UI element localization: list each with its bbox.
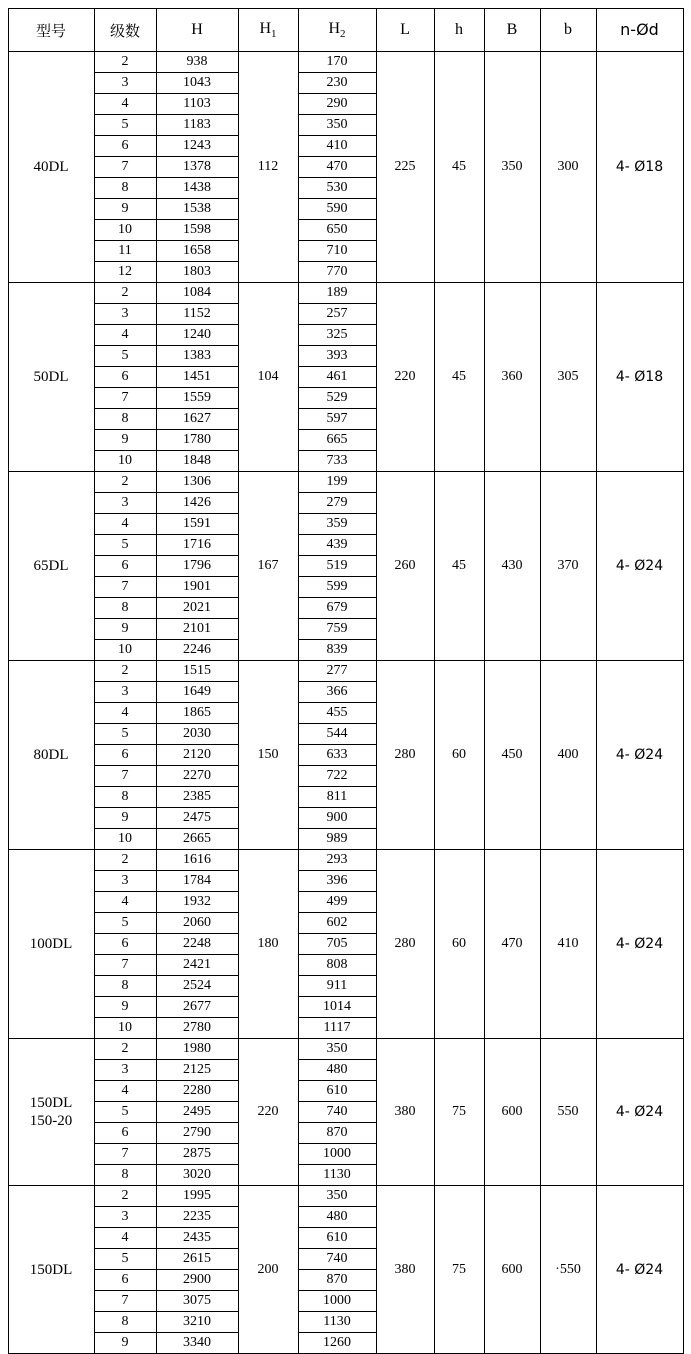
stage-count-cell: 9 <box>94 997 156 1018</box>
stage-count-cell: 5 <box>94 535 156 556</box>
stage-count-cell: 2 <box>94 1186 156 1207</box>
column-header-label: H <box>259 19 272 37</box>
dimension-h1-cell: 220 <box>238 1039 298 1186</box>
stage-count-cell: 11 <box>94 241 156 262</box>
dimension-h2-cell: 900 <box>298 808 376 829</box>
dimension-h-small-cell: 45 <box>434 472 484 661</box>
dimension-h2-cell: 811 <box>298 787 376 808</box>
bolt-spec-cell: 4- Ø24 <box>596 850 683 1039</box>
dimension-h2-cell: 610 <box>298 1228 376 1249</box>
dimension-h-small-cell: 45 <box>434 52 484 283</box>
dimension-h1-cell: 104 <box>238 283 298 472</box>
dimension-h2-cell: 290 <box>298 94 376 115</box>
dimension-h-cell: 1616 <box>156 850 238 871</box>
dimension-b-cell: 430 <box>484 472 540 661</box>
dimension-h-cell: 2021 <box>156 598 238 619</box>
dimension-h-cell: 2665 <box>156 829 238 850</box>
dimension-b-small-cell: 550 <box>540 1039 596 1186</box>
stage-count-cell: 10 <box>94 829 156 850</box>
dimension-h-cell: 1426 <box>156 493 238 514</box>
dimension-b-cell: 350 <box>484 52 540 283</box>
dimension-h2-cell: 710 <box>298 241 376 262</box>
dimension-h2-cell: 189 <box>298 283 376 304</box>
dimension-h2-cell: 705 <box>298 934 376 955</box>
dimension-h-small-cell: 45 <box>434 283 484 472</box>
dimension-h2-cell: 529 <box>298 388 376 409</box>
dimension-b-small-cell: 305 <box>540 283 596 472</box>
dimension-h-cell: 1649 <box>156 682 238 703</box>
table-row <box>8 850 683 871</box>
model-label: 65DL <box>33 558 69 574</box>
dimension-h1-cell: 180 <box>238 850 298 1039</box>
dimension-h2-cell: 602 <box>298 913 376 934</box>
dimension-h2-cell: 230 <box>298 73 376 94</box>
dimension-b-cell: 450 <box>484 661 540 850</box>
stage-count-cell: 5 <box>94 115 156 136</box>
dimension-h2-cell: 257 <box>298 304 376 325</box>
dimension-l-cell: 260 <box>376 472 434 661</box>
column-header-label: L <box>400 21 410 38</box>
dimension-h-cell: 1538 <box>156 199 238 220</box>
dimension-b-small-cell: 300 <box>540 52 596 283</box>
dimension-h2-cell: 665 <box>298 430 376 451</box>
model-label-secondary: 150-20 <box>29 1113 73 1129</box>
dimension-h2-cell: 480 <box>298 1207 376 1228</box>
dimension-h2-cell: 1000 <box>298 1291 376 1312</box>
dimension-h-cell: 3075 <box>156 1291 238 1312</box>
stage-count-cell: 5 <box>94 913 156 934</box>
stage-count-cell: 6 <box>94 1123 156 1144</box>
column-header-2 <box>94 9 156 52</box>
stage-count-cell: 2 <box>94 850 156 871</box>
model-cell <box>8 1039 94 1186</box>
dimension-h-cell: 3020 <box>156 1165 238 1186</box>
dimension-h1-cell: 167 <box>238 472 298 661</box>
table-row <box>8 472 683 493</box>
dimension-h-cell: 1591 <box>156 514 238 535</box>
dimension-h2-cell: 350 <box>298 1039 376 1060</box>
table-row <box>8 661 683 682</box>
stage-count-cell: 4 <box>94 1081 156 1102</box>
stage-count-cell: 4 <box>94 892 156 913</box>
dimension-h-cell: 1559 <box>156 388 238 409</box>
dimension-h-cell: 2060 <box>156 913 238 934</box>
dimension-l-cell: 380 <box>376 1186 434 1354</box>
dimension-h2-cell: 519 <box>298 556 376 577</box>
model-cell <box>8 472 94 661</box>
stage-count-cell: 9 <box>94 430 156 451</box>
model-label: 100DL <box>29 936 73 952</box>
dimension-h2-cell: 359 <box>298 514 376 535</box>
stage-count-cell: 8 <box>94 409 156 430</box>
dimension-h-cell: 2677 <box>156 997 238 1018</box>
stage-count-cell: 2 <box>94 472 156 493</box>
dimension-h2-cell: 599 <box>298 577 376 598</box>
stage-count-cell: 2 <box>94 661 156 682</box>
dimension-l-cell: 280 <box>376 850 434 1039</box>
stage-count-cell: 5 <box>94 1102 156 1123</box>
dimension-h2-cell: 455 <box>298 703 376 724</box>
stage-count-cell: 3 <box>94 871 156 892</box>
column-header-label: B <box>506 21 518 38</box>
stage-count-cell: 9 <box>94 199 156 220</box>
dimension-h-cell: 1240 <box>156 325 238 346</box>
dimension-h-cell: 2246 <box>156 640 238 661</box>
stage-count-cell: 9 <box>94 1333 156 1354</box>
dimension-h-cell: 1627 <box>156 409 238 430</box>
dimension-h-cell: 2248 <box>156 934 238 955</box>
stage-count-cell: 3 <box>94 1207 156 1228</box>
pump-specification-table <box>8 8 684 1354</box>
dimension-b-cell: 600 <box>484 1186 540 1354</box>
table-body <box>8 52 683 1354</box>
dimension-h2-cell: 839 <box>298 640 376 661</box>
dimension-h2-cell: 989 <box>298 829 376 850</box>
dimension-h2-cell: 1000 <box>298 1144 376 1165</box>
dimension-h2-cell: 633 <box>298 745 376 766</box>
stage-count-cell: 3 <box>94 304 156 325</box>
dimension-h2-cell: 870 <box>298 1123 376 1144</box>
column-header-8 <box>484 9 540 52</box>
dimension-h2-cell: 733 <box>298 451 376 472</box>
column-header-7 <box>434 9 484 52</box>
dimension-h-cell: 3340 <box>156 1333 238 1354</box>
dimension-h2-cell: 325 <box>298 325 376 346</box>
dimension-h2-cell: 170 <box>298 52 376 73</box>
dimension-h2-cell: 1117 <box>298 1018 376 1039</box>
dimension-l-cell: 225 <box>376 52 434 283</box>
dimension-h-small-cell: 75 <box>434 1186 484 1354</box>
table-row <box>8 283 683 304</box>
dimension-h2-cell: 470 <box>298 157 376 178</box>
dimension-h-cell: 2280 <box>156 1081 238 1102</box>
model-cell <box>8 1186 94 1354</box>
table-row <box>8 1186 683 1207</box>
column-header-3 <box>156 9 238 52</box>
stage-count-cell: 5 <box>94 724 156 745</box>
model-cell <box>8 283 94 472</box>
stage-count-cell: 6 <box>94 136 156 157</box>
dimension-h2-cell: 199 <box>298 472 376 493</box>
dimension-h1-cell: 112 <box>238 52 298 283</box>
column-header-5 <box>298 9 376 52</box>
dimension-h-cell: 1438 <box>156 178 238 199</box>
dimension-b-cell: 360 <box>484 283 540 472</box>
stage-count-cell: 6 <box>94 745 156 766</box>
table-header <box>8 9 683 52</box>
stage-count-cell: 6 <box>94 367 156 388</box>
dimension-h1-cell: 200 <box>238 1186 298 1354</box>
table-header-row <box>8 9 683 52</box>
dimension-h2-cell: 279 <box>298 493 376 514</box>
model-label: 50DL <box>33 369 69 385</box>
dimension-h2-cell: 1014 <box>298 997 376 1018</box>
stage-count-cell: 8 <box>94 976 156 997</box>
dimension-h-cell: 2900 <box>156 1270 238 1291</box>
dimension-h2-cell: 293 <box>298 850 376 871</box>
stage-count-cell: 9 <box>94 808 156 829</box>
dimension-h2-cell: 277 <box>298 661 376 682</box>
dimension-h2-cell: 350 <box>298 1186 376 1207</box>
dimension-h-cell: 1598 <box>156 220 238 241</box>
column-header-label: 型号 <box>35 21 66 40</box>
dimension-h-cell: 1803 <box>156 262 238 283</box>
stage-count-cell: 10 <box>94 640 156 661</box>
dimension-h2-cell: 366 <box>298 682 376 703</box>
dimension-h2-cell: 410 <box>298 136 376 157</box>
dimension-h-small-cell: 60 <box>434 850 484 1039</box>
dimension-b-small-cell: 410 <box>540 850 596 1039</box>
dimension-h2-cell: 1130 <box>298 1312 376 1333</box>
stage-count-cell: 12 <box>94 262 156 283</box>
dimension-h2-cell: 597 <box>298 409 376 430</box>
dimension-h-cell: 1043 <box>156 73 238 94</box>
dimension-h-cell: 1865 <box>156 703 238 724</box>
dimension-h2-cell: 350 <box>298 115 376 136</box>
dimension-h-cell: 1451 <box>156 367 238 388</box>
dimension-h2-cell: 1260 <box>298 1333 376 1354</box>
dimension-b-small-cell: 370 <box>540 472 596 661</box>
dimension-h2-cell: 461 <box>298 367 376 388</box>
dimension-h2-cell: 393 <box>298 346 376 367</box>
bolt-spec-cell: 4- Ø24 <box>596 472 683 661</box>
bolt-spec-cell: 4- Ø18 <box>596 283 683 472</box>
bolt-spec-cell: 4- Ø24 <box>596 1186 683 1354</box>
column-header-label: h <box>455 21 463 38</box>
dimension-h-cell: 1084 <box>156 283 238 304</box>
stage-count-cell: 7 <box>94 955 156 976</box>
dimension-h-cell: 1901 <box>156 577 238 598</box>
dimension-h-cell: 2435 <box>156 1228 238 1249</box>
stage-count-cell: 3 <box>94 682 156 703</box>
dimension-b-cell: 470 <box>484 850 540 1039</box>
dimension-h-cell: 2524 <box>156 976 238 997</box>
dimension-h-cell: 3210 <box>156 1312 238 1333</box>
dimension-h-cell: 2475 <box>156 808 238 829</box>
dimension-b-small-cell: 400 <box>540 661 596 850</box>
dimension-h-cell: 2270 <box>156 766 238 787</box>
stage-count-cell: 8 <box>94 787 156 808</box>
dimension-h-cell: 2030 <box>156 724 238 745</box>
column-header-4 <box>238 9 298 52</box>
dimension-h-cell: 1243 <box>156 136 238 157</box>
stage-count-cell: 4 <box>94 703 156 724</box>
model-cell <box>8 850 94 1039</box>
stage-count-cell: 7 <box>94 388 156 409</box>
stage-count-cell: 8 <box>94 598 156 619</box>
model-label: 40DL <box>33 159 69 175</box>
dimension-l-cell: 220 <box>376 283 434 472</box>
dimension-h-cell: 2421 <box>156 955 238 976</box>
dimension-h2-cell: 439 <box>298 535 376 556</box>
dimension-h2-cell: 610 <box>298 1081 376 1102</box>
dimension-h-cell: 2495 <box>156 1102 238 1123</box>
dimension-l-cell: 280 <box>376 661 434 850</box>
model-label: 150DL <box>29 1261 73 1278</box>
stage-count-cell: 6 <box>94 556 156 577</box>
column-header-6 <box>376 9 434 52</box>
dimension-h-cell: 1980 <box>156 1039 238 1060</box>
dimension-h-cell: 2235 <box>156 1207 238 1228</box>
column-header-subscript: 2 <box>340 28 346 41</box>
stage-count-cell: 2 <box>94 283 156 304</box>
bolt-spec-cell: 4- Ø24 <box>596 661 683 850</box>
dimension-h2-cell: 911 <box>298 976 376 997</box>
dimension-b-cell: 600 <box>484 1039 540 1186</box>
dimension-h2-cell: 759 <box>298 619 376 640</box>
dimension-h-cell: 1658 <box>156 241 238 262</box>
dimension-h-cell: 2615 <box>156 1249 238 1270</box>
dimension-h2-cell: 722 <box>298 766 376 787</box>
dimension-h2-cell: 544 <box>298 724 376 745</box>
dimension-h-cell: 1378 <box>156 157 238 178</box>
column-header-label: n-Ød <box>620 20 659 39</box>
dimension-h2-cell: 499 <box>298 892 376 913</box>
column-header-subscript: 1 <box>271 28 277 41</box>
dimension-h-cell: 1780 <box>156 430 238 451</box>
stage-count-cell: 6 <box>94 934 156 955</box>
stage-count-cell: 7 <box>94 157 156 178</box>
dimension-h1-cell: 150 <box>238 661 298 850</box>
stage-count-cell: 5 <box>94 1249 156 1270</box>
model-label: 80DL <box>33 747 69 763</box>
stage-count-cell: 2 <box>94 1039 156 1060</box>
dimension-h2-cell: 590 <box>298 199 376 220</box>
dimension-h-cell: 1995 <box>156 1186 238 1207</box>
dimension-h-cell: 2790 <box>156 1123 238 1144</box>
dimension-h-cell: 2780 <box>156 1018 238 1039</box>
stage-count-cell: 10 <box>94 1018 156 1039</box>
stage-count-cell: 8 <box>94 178 156 199</box>
dimension-h-cell: 1796 <box>156 556 238 577</box>
stage-count-cell: 5 <box>94 346 156 367</box>
model-label: 150DL <box>29 1095 73 1111</box>
dimension-h2-cell: 870 <box>298 1270 376 1291</box>
dimension-h-cell: 938 <box>156 52 238 73</box>
dimension-h-cell: 1848 <box>156 451 238 472</box>
dimension-h2-cell: 679 <box>298 598 376 619</box>
dimension-h-cell: 2125 <box>156 1060 238 1081</box>
bolt-spec-cell: 4- Ø18 <box>596 52 683 283</box>
dimension-h-cell: 1103 <box>156 94 238 115</box>
dimension-h2-cell: 808 <box>298 955 376 976</box>
table-row <box>8 52 683 73</box>
dimension-h2-cell: 740 <box>298 1249 376 1270</box>
dimension-h2-cell: 530 <box>298 178 376 199</box>
dimension-h2-cell: 770 <box>298 262 376 283</box>
dimension-h-cell: 1383 <box>156 346 238 367</box>
column-header-label: b <box>564 21 572 38</box>
dimension-h-small-cell: 60 <box>434 661 484 850</box>
dimension-l-cell: 380 <box>376 1039 434 1186</box>
table-row <box>8 1039 683 1060</box>
stage-count-cell: 2 <box>94 52 156 73</box>
stage-count-cell: 7 <box>94 1291 156 1312</box>
stage-count-cell: 6 <box>94 1270 156 1291</box>
model-cell <box>8 52 94 283</box>
stage-count-cell: 4 <box>94 514 156 535</box>
dimension-h-cell: 2101 <box>156 619 238 640</box>
column-header-label: H <box>328 19 341 37</box>
dimension-h-cell: 1716 <box>156 535 238 556</box>
stage-count-cell: 3 <box>94 73 156 94</box>
dimension-h-cell: 1306 <box>156 472 238 493</box>
stage-count-cell: 7 <box>94 1144 156 1165</box>
stage-count-cell: 8 <box>94 1312 156 1333</box>
dimension-h2-cell: 396 <box>298 871 376 892</box>
dimension-h-cell: 1152 <box>156 304 238 325</box>
column-header-1 <box>8 9 94 52</box>
dimension-h-cell: 2385 <box>156 787 238 808</box>
dimension-h-small-cell: 75 <box>434 1039 484 1186</box>
column-header-10 <box>596 9 683 52</box>
model-cell <box>8 661 94 850</box>
stage-count-cell: 10 <box>94 451 156 472</box>
stage-count-cell: 7 <box>94 766 156 787</box>
stage-count-cell: 8 <box>94 1165 156 1186</box>
dimension-h-cell: 1932 <box>156 892 238 913</box>
dimension-h2-cell: 1130 <box>298 1165 376 1186</box>
dimension-h-cell: 1784 <box>156 871 238 892</box>
stage-count-cell: 3 <box>94 1060 156 1081</box>
stage-count-cell: 10 <box>94 220 156 241</box>
column-header-label: 级数 <box>109 21 140 40</box>
dimension-h2-cell: 650 <box>298 220 376 241</box>
dimension-h-cell: 2875 <box>156 1144 238 1165</box>
stage-count-cell: 4 <box>94 325 156 346</box>
dimension-h-cell: 1515 <box>156 661 238 682</box>
dimension-h2-cell: 740 <box>298 1102 376 1123</box>
dimension-h2-cell: 480 <box>298 1060 376 1081</box>
stage-count-cell: 9 <box>94 619 156 640</box>
column-header-9 <box>540 9 596 52</box>
bolt-spec-cell: 4- Ø24 <box>596 1039 683 1186</box>
stage-count-cell: 7 <box>94 577 156 598</box>
stage-count-cell: 4 <box>94 94 156 115</box>
column-header-label: H <box>191 21 203 38</box>
dimension-h-cell: 2120 <box>156 745 238 766</box>
dimension-b-small-cell: ·550 <box>540 1186 596 1354</box>
stage-count-cell: 3 <box>94 493 156 514</box>
stage-count-cell: 4 <box>94 1228 156 1249</box>
dimension-h-cell: 1183 <box>156 115 238 136</box>
